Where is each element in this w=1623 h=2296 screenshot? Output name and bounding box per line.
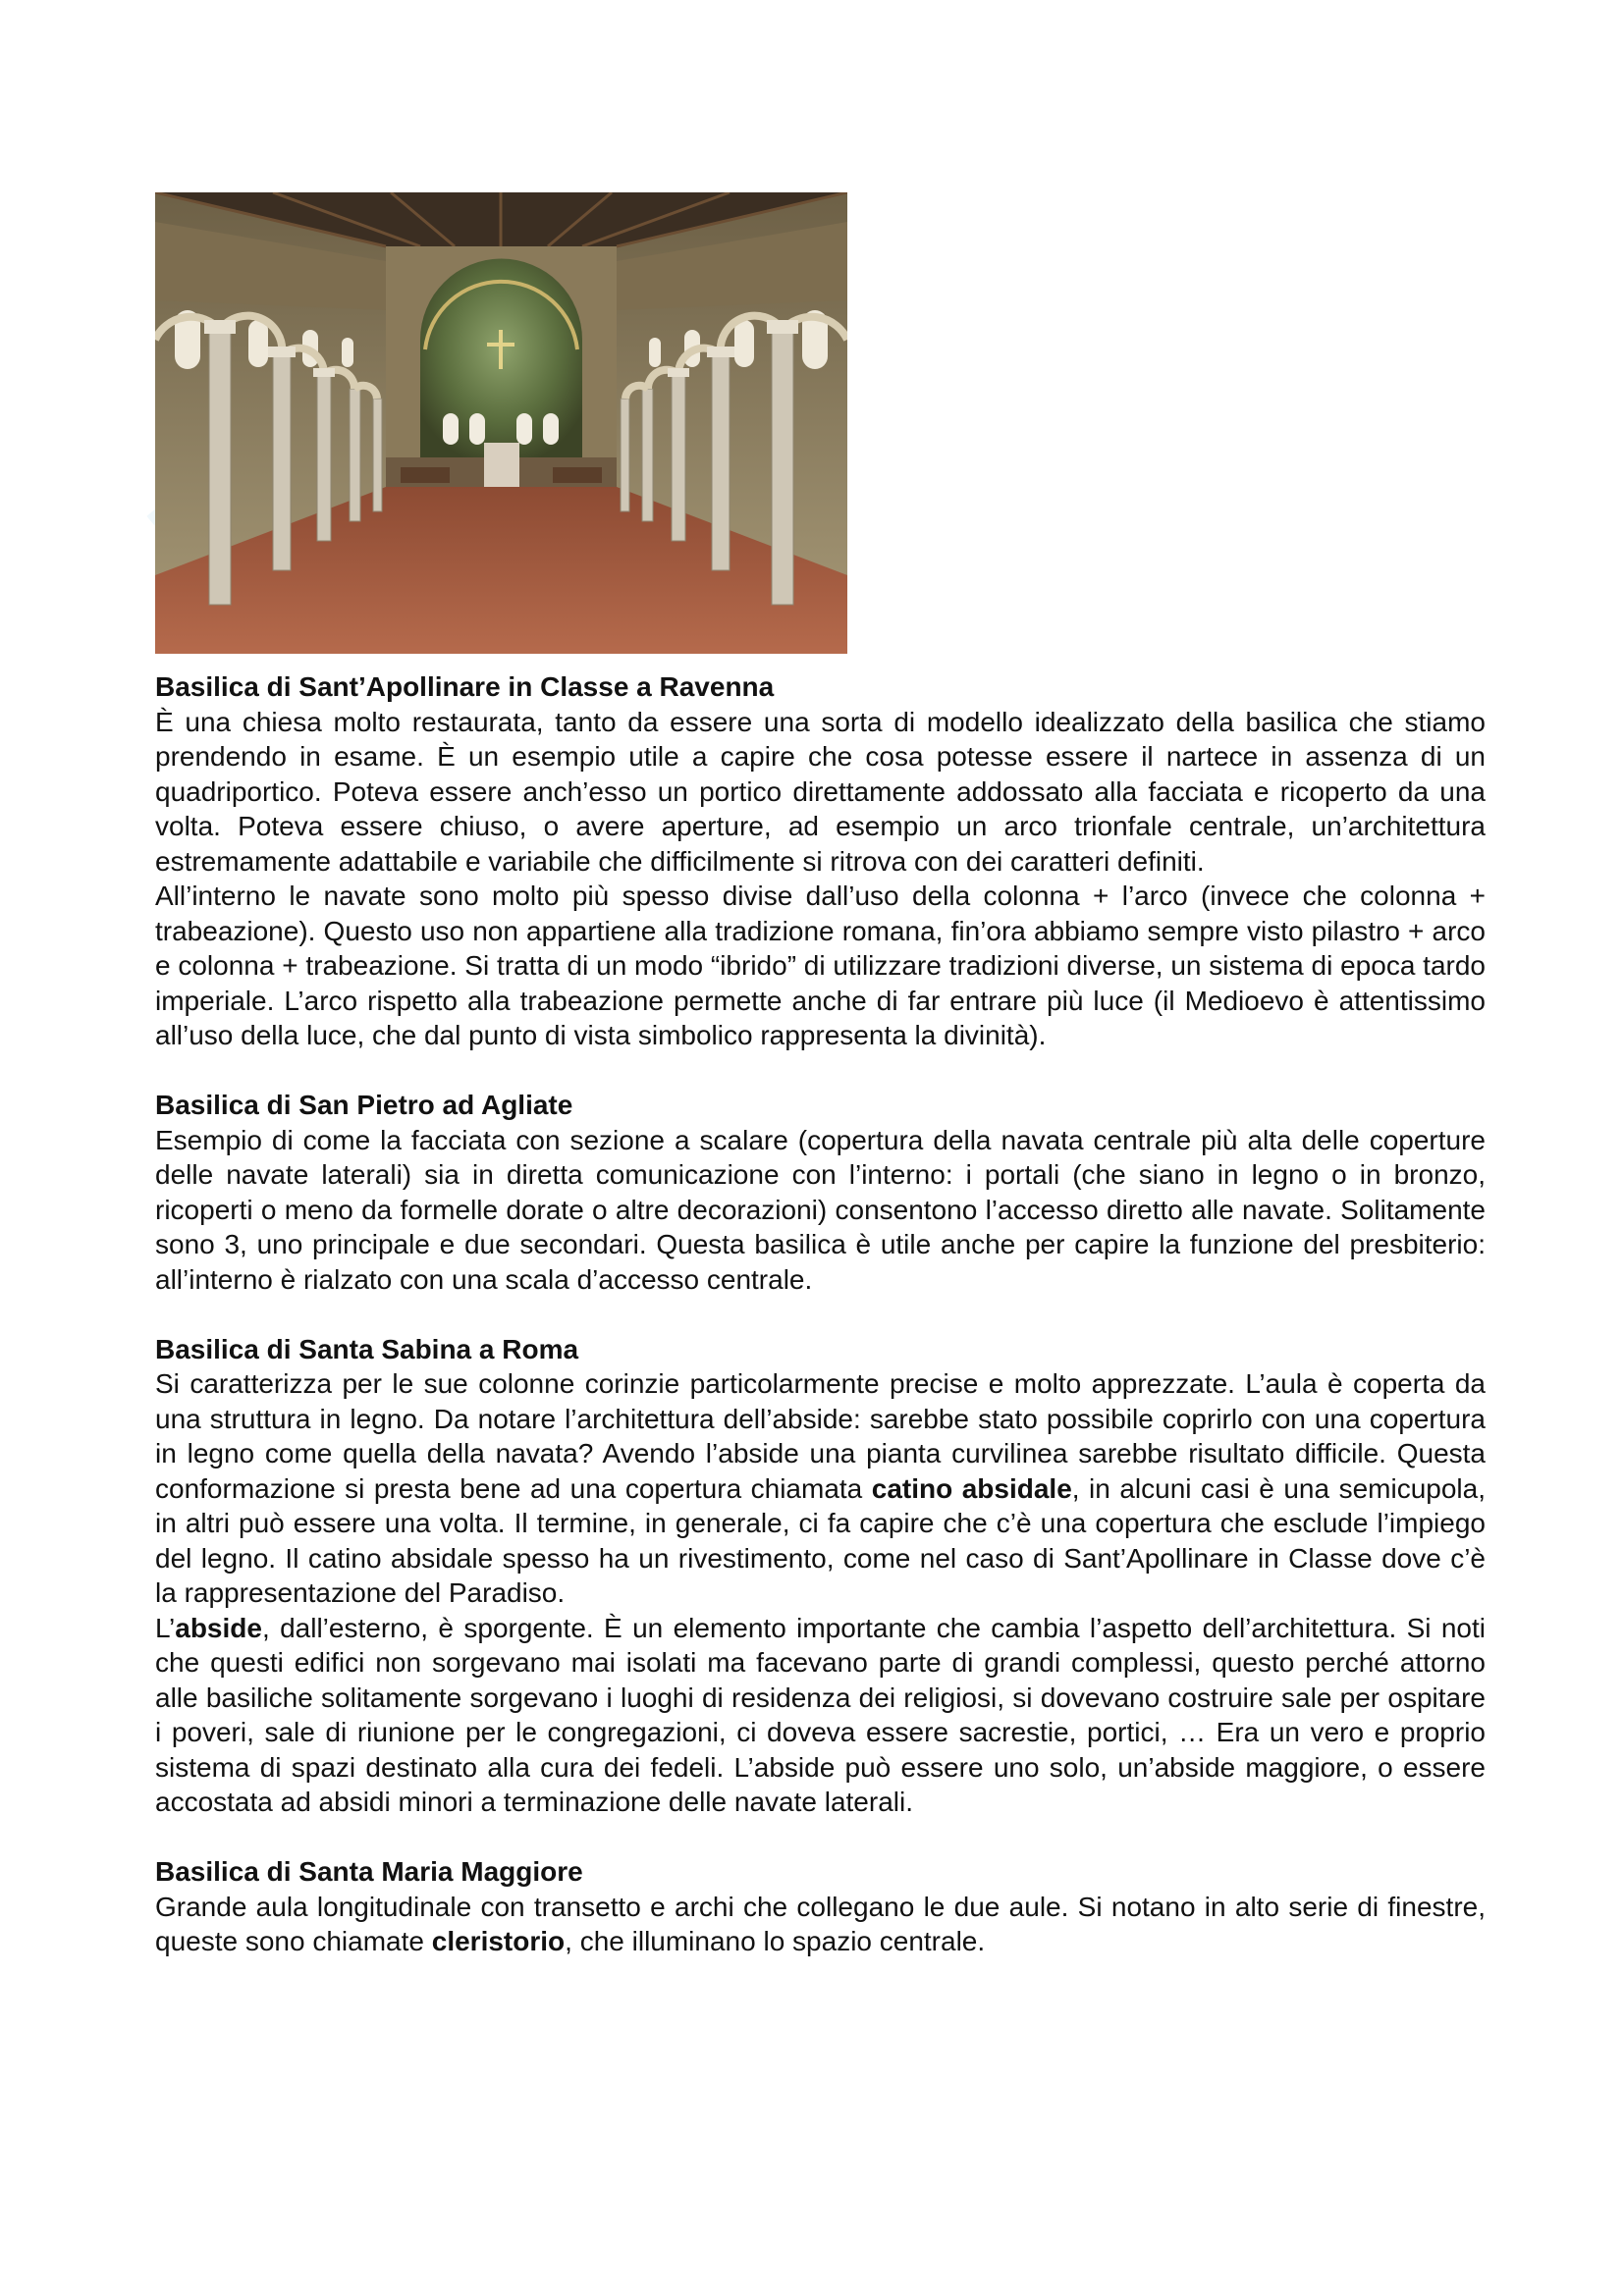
- paragraph: All’interno le navate sono molto più spesso divise dall’uso della colonna + l’arco (invece che colonna + trabeazione). Questo uso non appartiene alla tradizione romana, fin’ora abbiamo sempre visto pilastro + arco e colonna + trabeazione. Si tratta di un modo “ibrido” di utilizzare tradizioni diverse, un sistema di epoca tardo imperiale. L’arco rispetto alla trabeazione permette anche di far entrare più luce (il Medioevo è attentissimo all’uso della luce, che dal punto di vista simbolico rappresenta la divinità).: [155, 881, 1486, 1050]
- document-body: [155, 669, 1486, 1959]
- text-run: Grande aula longitudinale con transetto e archi che collegano le due aule. Si notano in alto serie di finestre, queste sono chiamate: [155, 1891, 1486, 1956]
- text-run: L’: [155, 1612, 176, 1643]
- paragraph: [155, 1611, 1486, 1820]
- paragraph: [155, 1366, 1486, 1611]
- text-run: , dall’esterno, è sporgente. È un elemento importante che cambia l’aspetto dell’architettura. Si noti che questi edifici non sorgevano mai isolati ma facevano parte di grandi complessi, questo perché attorno alle basiliche solitamente sorgevano i luoghi di residenza dei religiosi, si dovevano costruire sale per ospitare i poveri, sale di riunione per le congregazioni, ci doveva essere sacrestie, portici, … Era un vero e proprio sistema di spazi destinato alla cura dei fedeli. L’abside può essere uno solo, un’abside maggiore, o essere accostata ad absidi minori a terminazione delle navate laterali.: [155, 1612, 1486, 1817]
- section-santa-sabina: [155, 1332, 1486, 1820]
- section-heading: Basilica di San Pietro ad Agliate: [155, 1090, 573, 1120]
- paragraph: [155, 1890, 1486, 1959]
- text-run: , che illuminano lo spazio centrale.: [565, 1926, 986, 1956]
- section-sant-apollinare: [155, 669, 1486, 1053]
- bold-term: catino absidale: [871, 1472, 1072, 1504]
- paragraph: È una chiesa molto restaurata, tanto da essere una sorta di modello idealizzato della basilica che stiamo prendendo in esame. È un esempio utile a capire che cosa potesse essere il nartece in assenza di un quadriportico. Poteva essere anch’esso un portico direttamente addossato alla facciata e ricoperto da una volta. Poteva essere chiuso, o avere aperture, ad esempio un arco trionfale centrale, un’architettura estremamente adattabile e variabile che difficilmente si ritrova con dei caratteri definiti.: [155, 706, 1486, 877]
- text-run: Si caratterizza per le sue colonne corinzie particolarmente precise e molto apprezzate. L’aula è coperta da una struttura in legno. Da notare l’architettura dell’abside: sarebbe stato possibile coprirlo con una copertura in legno come quella della navata? Avendo l’abside una pianta curvilinea sarebbe risultato difficile. Questa conformazione si presta bene ad una copertura chiamata: [155, 1368, 1486, 1504]
- section-santa-maria-maggiore: [155, 1854, 1486, 1959]
- text-run: , in alcuni casi è una semicupola, in altri può essere una volta. Il termine, in generale, ci fa capire che c’è una copertura che esclude l’impiego del legno. Il catino absidale spesso ha un rivestimento, come nel caso di Sant’Apollinare in Classe dove c’è la rappresentazione del Paradiso.: [155, 1472, 1486, 1608]
- bold-term: abside: [175, 1612, 262, 1643]
- section-san-pietro-agliate: [155, 1088, 1486, 1297]
- section-heading: Basilica di Santa Maria Maggiore: [155, 1856, 583, 1887]
- paragraph: Esempio di come la facciata con sezione a scalare (copertura della navata centrale più alta delle coperture delle navate laterali) sia in diretta comunicazione con l’interno: i portali (che siano in legno o in bronzo, ricoperti o meno da formelle dorate o altre decorazioni) consentono l’accesso diretto alle navate. Solitamente sono 3, uno principale e due secondari. Questa basilica è utile anche per capire la funzione del presbiterio: all’interno è rialzato con una scala d’accesso centrale.: [155, 1124, 1486, 1295]
- basilica-interior-photo: [155, 192, 847, 654]
- section-heading: Basilica di Santa Sabina a Roma: [155, 1333, 579, 1364]
- section-heading: Basilica di Sant’Apollinare in Classe a Ravenna: [155, 671, 775, 702]
- bold-term: cleristorio: [431, 1926, 566, 1956]
